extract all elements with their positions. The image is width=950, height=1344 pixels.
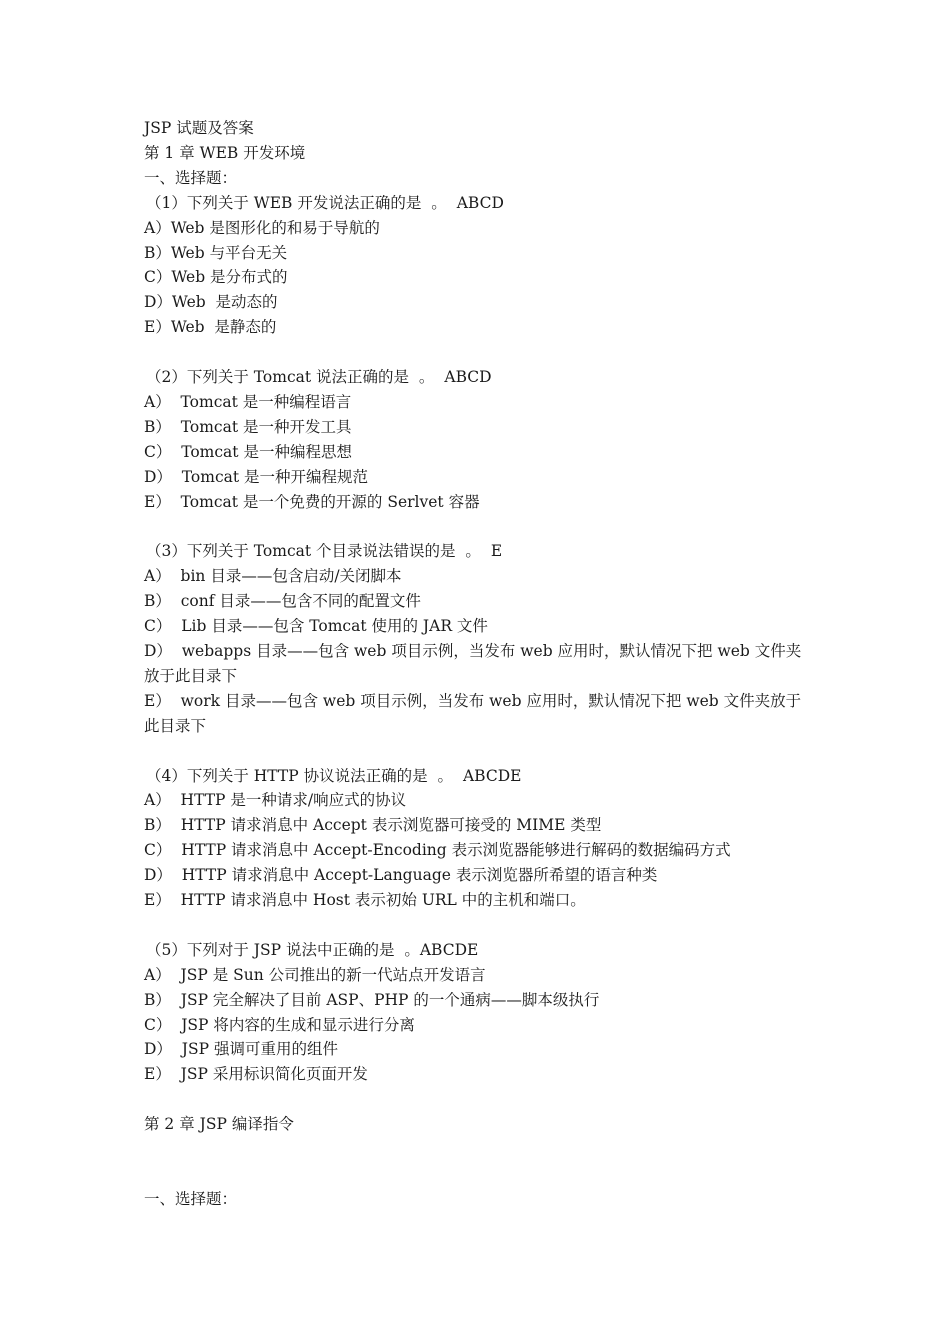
- document-title: JSP 试题及答案: [144, 119, 254, 137]
- question-5-option-c: C） JSP 将内容的生成和显示进行分离: [144, 1015, 415, 1034]
- question-4-stem: （4）下列关于 HTTP 协议说法正确的是 。: [146, 766, 453, 785]
- question-1-option-c: C）Web 是分布式的: [144, 268, 288, 287]
- question-1-option-b: B）Web 与平台无关: [144, 243, 288, 262]
- question-1-stem: （1）下列关于 WEB 开发说法正确的是 。: [146, 193, 447, 212]
- question-1: [144, 191, 814, 340]
- question-2-stem: （2）下列关于 Tomcat 说法正确的是 。: [146, 368, 435, 387]
- question-stem: [144, 191, 814, 216]
- question-3-stem: （3）下列关于 Tomcat 个目录说法错误的是 。: [146, 542, 481, 561]
- question-3-option-e: E） work 目录——包含 web 项目示例，当发布 web 应用时，默认情况下把 web 文件夹放于此目录下: [144, 691, 802, 735]
- question-2-answer: ABCD: [444, 368, 492, 387]
- question-5-answer: ABCDE: [419, 940, 479, 959]
- question-3-answer: E: [490, 542, 503, 561]
- question-4-option-c: C） HTTP 请求消息中 Accept-Encoding 表示浏览器能够进行解码的数据编码方式: [144, 841, 731, 860]
- question-stem: [144, 539, 814, 564]
- question-3-option-c: C） Lib 目录——包含 Tomcat 使用的 JAR 文件: [144, 617, 488, 636]
- question-5-option-b: B） JSP 完全解决了目前 ASP、PHP 的一个通病——脚本级执行: [144, 990, 600, 1009]
- question-2-option-b: B） Tomcat 是一种开发工具: [144, 417, 352, 436]
- chapter-1-heading: 第 1 章 WEB 开发环境: [144, 143, 306, 162]
- question-2-option-d: D） Tomcat 是一种开编程规范: [144, 467, 369, 486]
- question-1-answer: ABCD: [456, 193, 504, 212]
- question-4-option-a: A） HTTP 是一种请求/响应式的协议: [144, 791, 407, 810]
- question-2-option-a: A） Tomcat 是一种编程语言: [144, 392, 352, 411]
- question-2-option-e: E） Tomcat 是一个免费的开源的 Serlvet 容器: [144, 492, 480, 511]
- question-1-option-d: D）Web 是动态的: [144, 293, 278, 312]
- blank-line: [144, 340, 814, 365]
- question-1-option-e: E）Web 是静态的: [144, 318, 277, 337]
- blank-line: [144, 514, 814, 539]
- question-4-option-d: D） HTTP 请求消息中 Accept-Language 表示浏览器所希望的语言种类: [144, 866, 658, 885]
- chapter-2-section-heading: 一、选择题：: [144, 1189, 238, 1208]
- question-stem: [144, 365, 814, 390]
- blank-line: [144, 913, 814, 938]
- question-5-stem: （5）下列对于 JSP 说法中正确的是 。: [146, 940, 420, 959]
- question-4-answer: ABCDE: [462, 766, 522, 785]
- question-stem: [144, 764, 814, 789]
- chapter-1-section-heading: 一、选择题：: [144, 168, 238, 187]
- chapter-2-heading: 第 2 章 JSP 编译指令: [144, 1115, 294, 1134]
- question-2-option-c: C） Tomcat 是一种编程思想: [144, 442, 352, 461]
- question-3-option-a: A） bin 目录——包含启动/关闭脚本: [144, 567, 402, 586]
- question-4: [144, 764, 814, 913]
- question-stem: [144, 938, 814, 963]
- question-4-option-b: B） HTTP 请求消息中 Accept 表示浏览器可接受的 MIME 类型: [144, 816, 602, 835]
- question-1-option-a: A）Web 是图形化的和易于导航的: [144, 218, 380, 237]
- document-body: [144, 116, 814, 1212]
- question-5: [144, 938, 814, 1087]
- question-2: [144, 365, 814, 514]
- blank-line: [144, 739, 814, 764]
- question-5-option-e: E） JSP 采用标识简化页面开发: [144, 1065, 368, 1084]
- question-5-option-a: A） JSP 是 Sun 公司推出的新一代站点开发语言: [144, 965, 486, 984]
- question-3-option-d: D） webapps 目录——包含 web 项目示例，当发布 web 应用时，默认情况下把 web 文件夹放于此目录下: [144, 642, 802, 685]
- question-3-option-b: B） conf 目录——包含不同的配置文件: [144, 592, 421, 611]
- question-5-option-d: D） JSP 强调可重用的组件: [144, 1040, 338, 1059]
- question-3: [144, 539, 814, 738]
- question-4-option-e: E） HTTP 请求消息中 Host 表示初始 URL 中的主机和端口。: [144, 891, 586, 910]
